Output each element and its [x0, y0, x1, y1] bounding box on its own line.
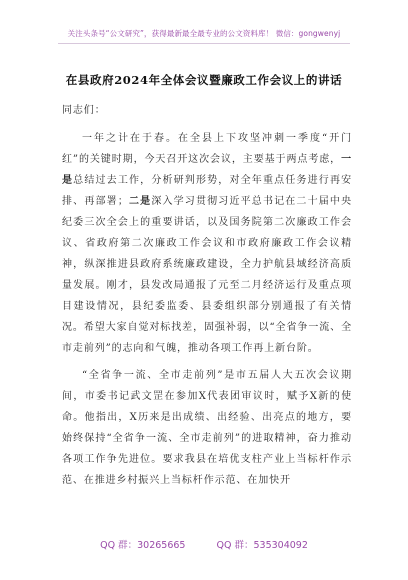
document-title: 在县政府2024年全体会议暨廉政工作会议上的讲话 [65, 73, 343, 87]
footer-qq-groups [0, 537, 408, 551]
point-two-label: 二是 [128, 196, 152, 207]
paragraph-1 [62, 128, 352, 359]
footer-qq-group-1: QQ 群：30265665 [100, 540, 186, 551]
footer-qq-group-2: QQ 群：535304092 [216, 540, 308, 551]
salutation: 同志们： [62, 105, 106, 116]
point-two-text: 深入学习贯彻习近平总书记在二十届中央纪委三次全会上的重要讲话，以及国务院第二次廉政工作会议、省政府第二次廉政工作会议和市政府廉政工作会议精神，纵深推进县政府系统廉政建设，全力护航县域经济高质量发展。刚才，县发改局通报了元至二月经济运行及重点项目建设情况，县纪委监委、县委组织部分别通报了有关情况。希望大家自觉对标找差，固强补弱，以“全省争一流、全市走前列”的志向和气魄，推动各项工作再上新台阶。 [62, 196, 352, 354]
document-body [62, 100, 352, 491]
point-one-label: 一是 [62, 154, 352, 186]
header-divider [58, 43, 350, 44]
point-one-text: 总结过去工作，分析研判形势，对全年重点任务进行再安排、再部署； [62, 175, 353, 207]
paragraph-1-intro: 一年之计在于春。在全县上下攻坚冲刺一季度“开门红”的关键时期，今天召开这次会议，主要基于两点考虑， [62, 133, 352, 165]
paragraph-2: “全省争一流、全市走前列”是市五届人大五次会议期间，市委书记武文罡在参加X代表团审议时，赋予X新的使命。他指出，X历来是出成绩、出经验、出亮点的地方，要始终保持“全省争一流、全市走前列”的进取精神，奋力推动各项工作争先进位。要求我县在培优支柱产业上当标杆作示范、在推进乡村振兴上当标杆作示范、在加快开 [62, 370, 352, 486]
header-promo-note: 关注头条号“公文研究”，获得最新最全最专业的公文资料库！ 微信：gongwenyj [67, 29, 341, 38]
